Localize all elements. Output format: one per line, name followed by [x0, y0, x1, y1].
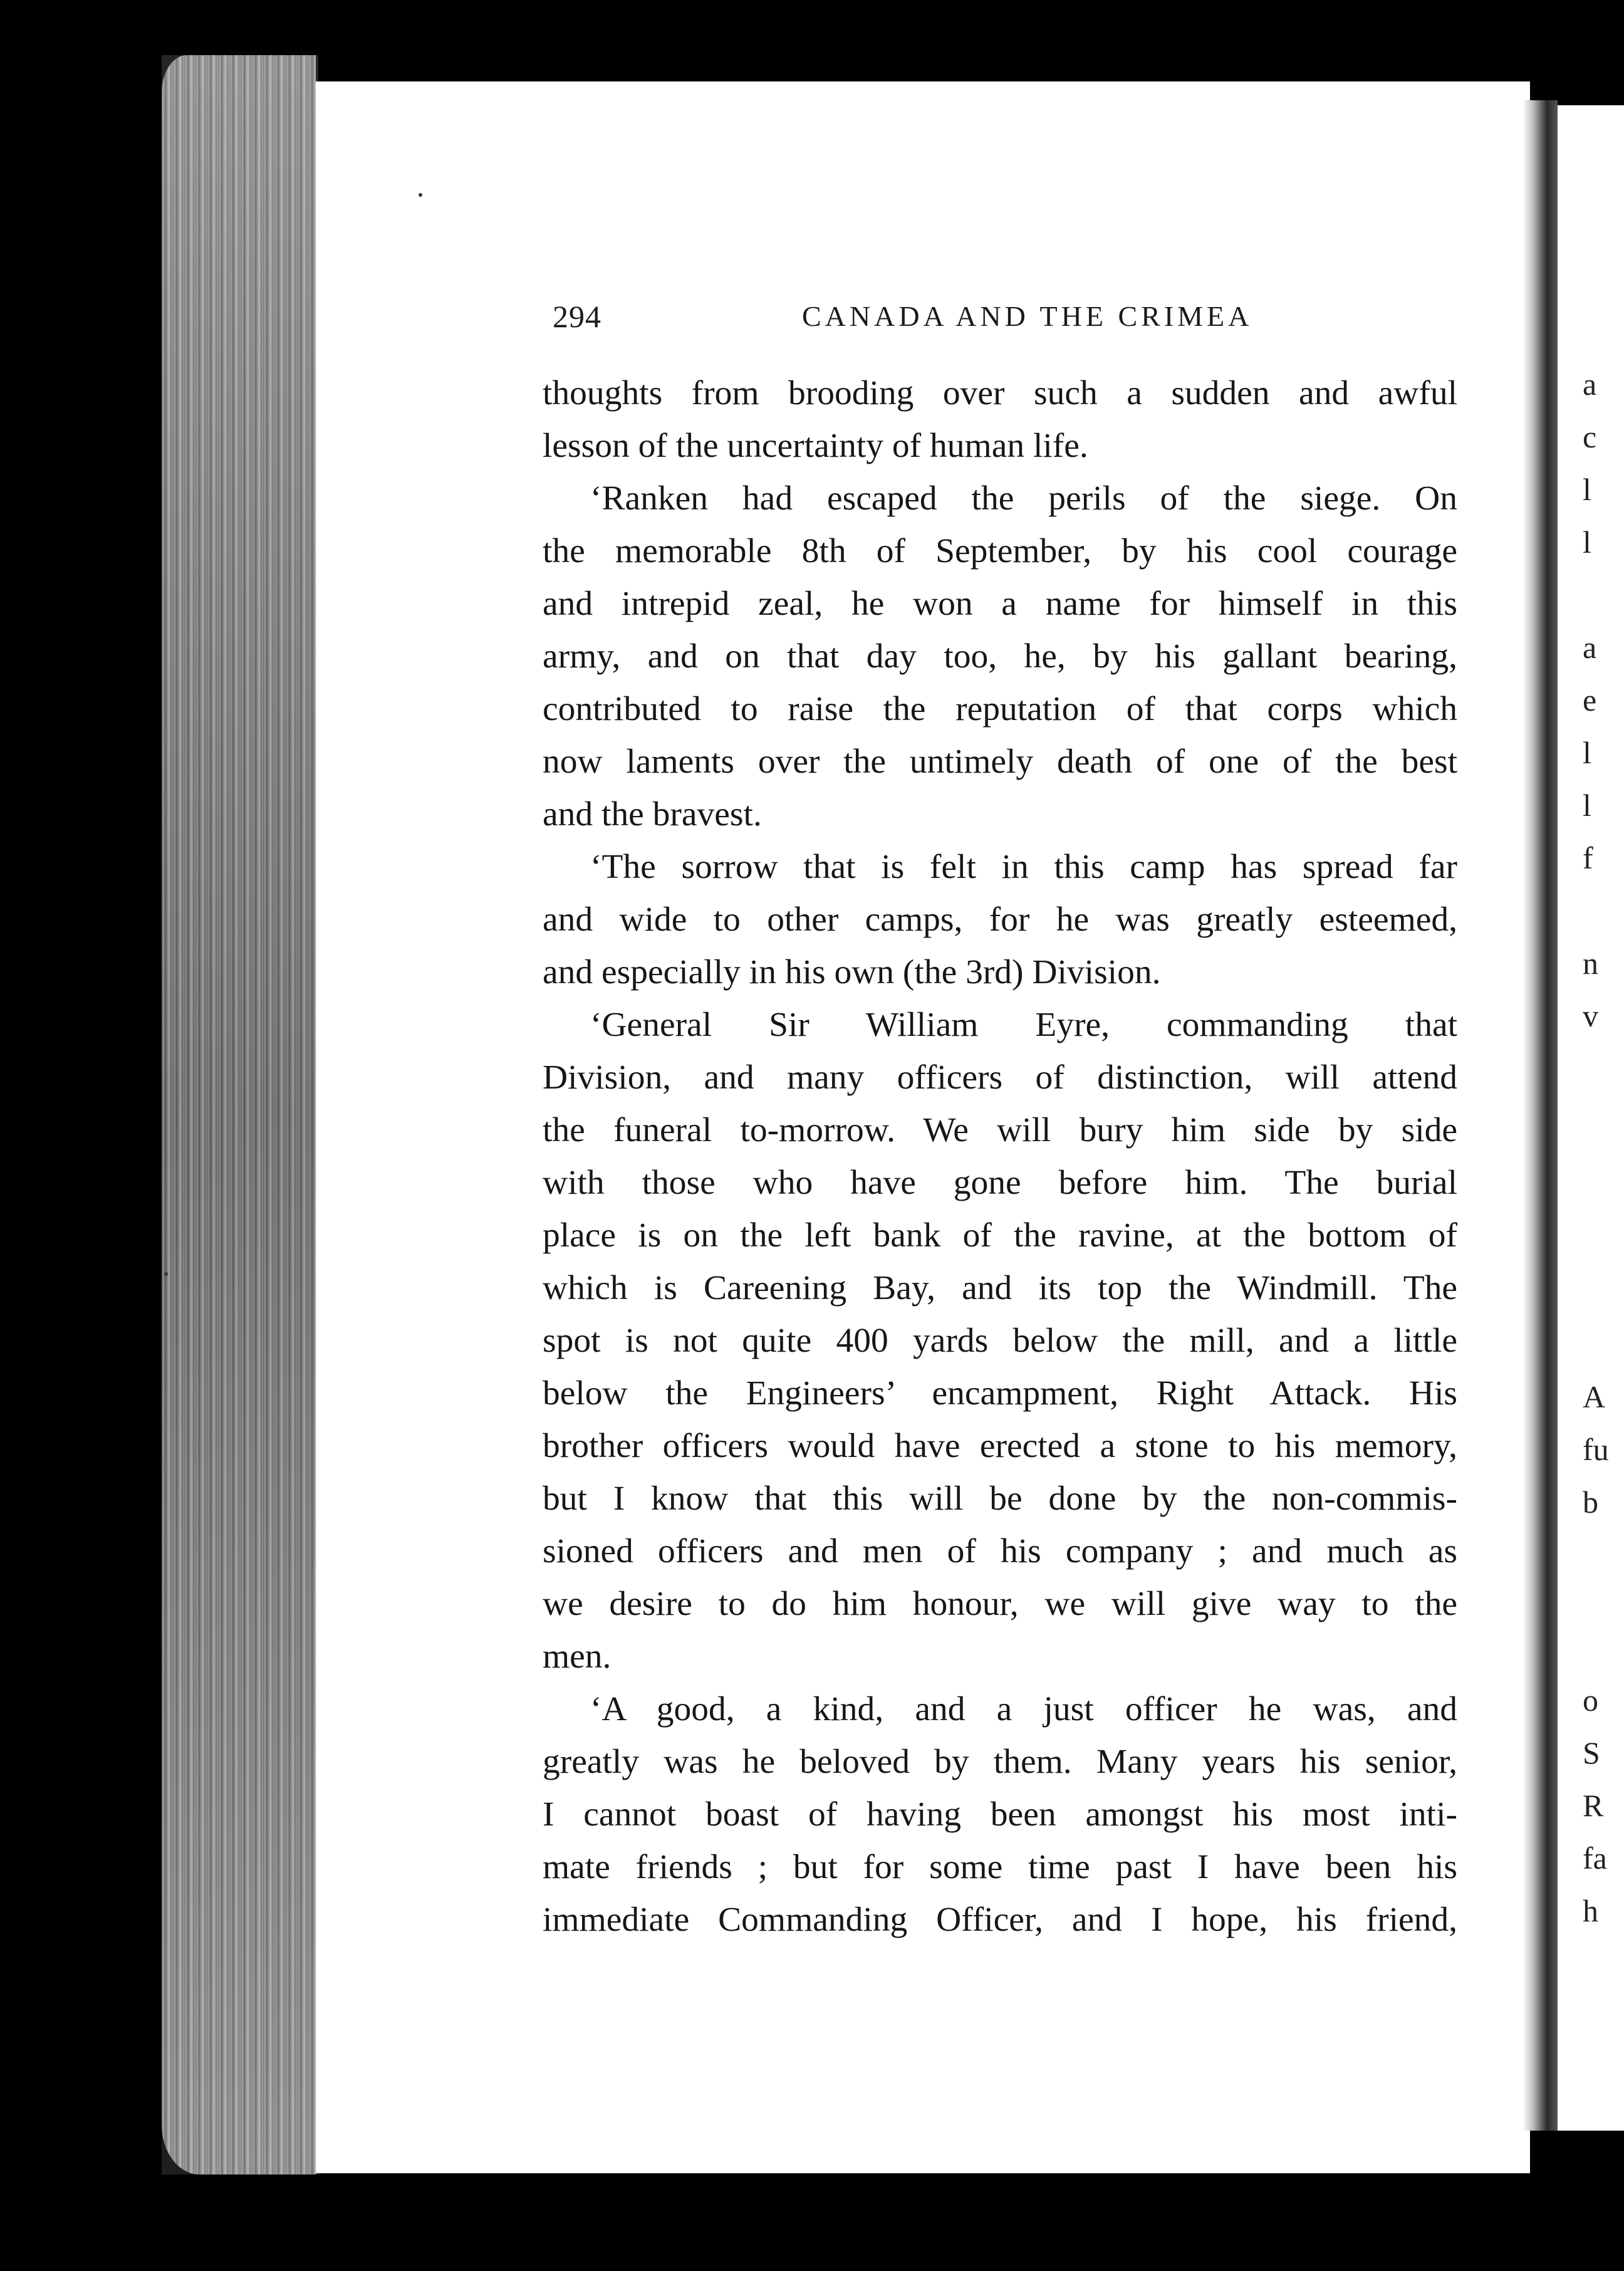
opposite-page-letter: h: [1583, 1893, 1598, 1928]
text-line: below the Engineers’ encampment, Right Attack. His: [543, 1374, 1457, 1412]
opposite-page-letter: o: [1583, 1683, 1598, 1718]
page-speck: [419, 193, 422, 197]
body-text: [543, 367, 1457, 1946]
page-speck: [164, 1272, 168, 1276]
text-line: and wide to other camps, for he was greatly esteemed,: [543, 901, 1457, 939]
text-line: mate friends ; but for some time past I have been his: [543, 1848, 1457, 1886]
opposite-page-letter: e: [1583, 682, 1597, 718]
opposite-page-fragment: [1558, 105, 1624, 2131]
page-header: CANADA AND THE CRIMEA: [802, 300, 1253, 332]
text-line: I cannot boast of having been amongst his most inti-: [543, 1795, 1457, 1834]
text-line: now laments over the untimely death of one of the best: [543, 743, 1457, 781]
text-line: men.: [543, 1637, 612, 1676]
opposite-page-letter: l: [1583, 525, 1591, 560]
text-line: and especially in his own (the 3rd) Division.: [543, 953, 1161, 991]
text-line: and intrepid zeal, he won a name for himself in this: [543, 585, 1457, 623]
text-line: but I know that this will be done by the non-commis-: [543, 1480, 1457, 1518]
opposite-page-letter: n: [1583, 946, 1598, 981]
running-head: [553, 298, 1467, 342]
opposite-page-letter: l: [1583, 472, 1591, 507]
text-line: Division, and many officers of distinction, will attend: [543, 1058, 1457, 1097]
text-line: ‘A good, a kind, and a just officer he was, and: [590, 1690, 1457, 1728]
text-line: contributed to raise the reputation of that corps which: [543, 690, 1457, 728]
text-line: thoughts from brooding over such a sudden and awful: [543, 374, 1457, 412]
text-line: the memorable 8th of September, by his cool courage: [543, 532, 1457, 570]
text-line: ‘Ranken had escaped the perils of the siege. On: [590, 479, 1457, 518]
text-line: ‘The sorrow that is felt in this camp has spread far: [590, 848, 1457, 886]
book-page-edges: [162, 55, 318, 2174]
text-line: immediate Commanding Officer, and I hope, his friend,: [543, 1901, 1457, 1939]
text-line: spot is not quite 400 yards below the mill, and a little: [543, 1322, 1457, 1360]
text-line: lesson of the uncertainty of human life.: [543, 427, 1088, 465]
text-line: and the bravest.: [543, 795, 762, 833]
opposite-page-letter: v: [1583, 998, 1598, 1033]
text-line: with those who have gone before him. The burial: [543, 1164, 1457, 1202]
text-line: place is on the left bank of the ravine, at the bottom of: [543, 1216, 1457, 1255]
text-line: we desire to do him honour, we will give way to the: [543, 1585, 1457, 1623]
opposite-page-letter: R: [1583, 1788, 1604, 1823]
text-line: sioned officers and men of his company ; and much as: [543, 1532, 1457, 1570]
opposite-page-letter: S: [1583, 1735, 1600, 1770]
text-line: the funeral to-morrow. We will bury him side by side: [543, 1111, 1457, 1149]
text-line: ‘General Sir William Eyre, commanding that: [590, 1006, 1457, 1044]
opposite-page-letter: fa: [1583, 1840, 1607, 1876]
opposite-page-letter: b: [1583, 1485, 1598, 1520]
book-gutter: [1522, 100, 1558, 2131]
opposite-page-letter: l: [1583, 735, 1591, 770]
opposite-page-letter: fu: [1583, 1432, 1609, 1467]
opposite-page-letter: a: [1583, 367, 1597, 402]
text-line: greatly was he beloved by them. Many years his senior,: [543, 1743, 1457, 1781]
text-line: which is Careening Bay, and its top the Windmill. The: [543, 1269, 1457, 1307]
opposite-page-letter: l: [1583, 788, 1591, 823]
opposite-page-letter: A: [1583, 1379, 1606, 1414]
text-line: brother officers would have erected a stone to his memory,: [543, 1427, 1457, 1465]
opposite-page-letter: a: [1583, 630, 1597, 665]
opposite-page-letter: f: [1583, 840, 1593, 875]
opposite-page-letter: c: [1583, 419, 1597, 454]
text-line: army, and on that day too, he, by his gallant bearing,: [543, 637, 1457, 676]
page-number: 294: [553, 299, 601, 334]
